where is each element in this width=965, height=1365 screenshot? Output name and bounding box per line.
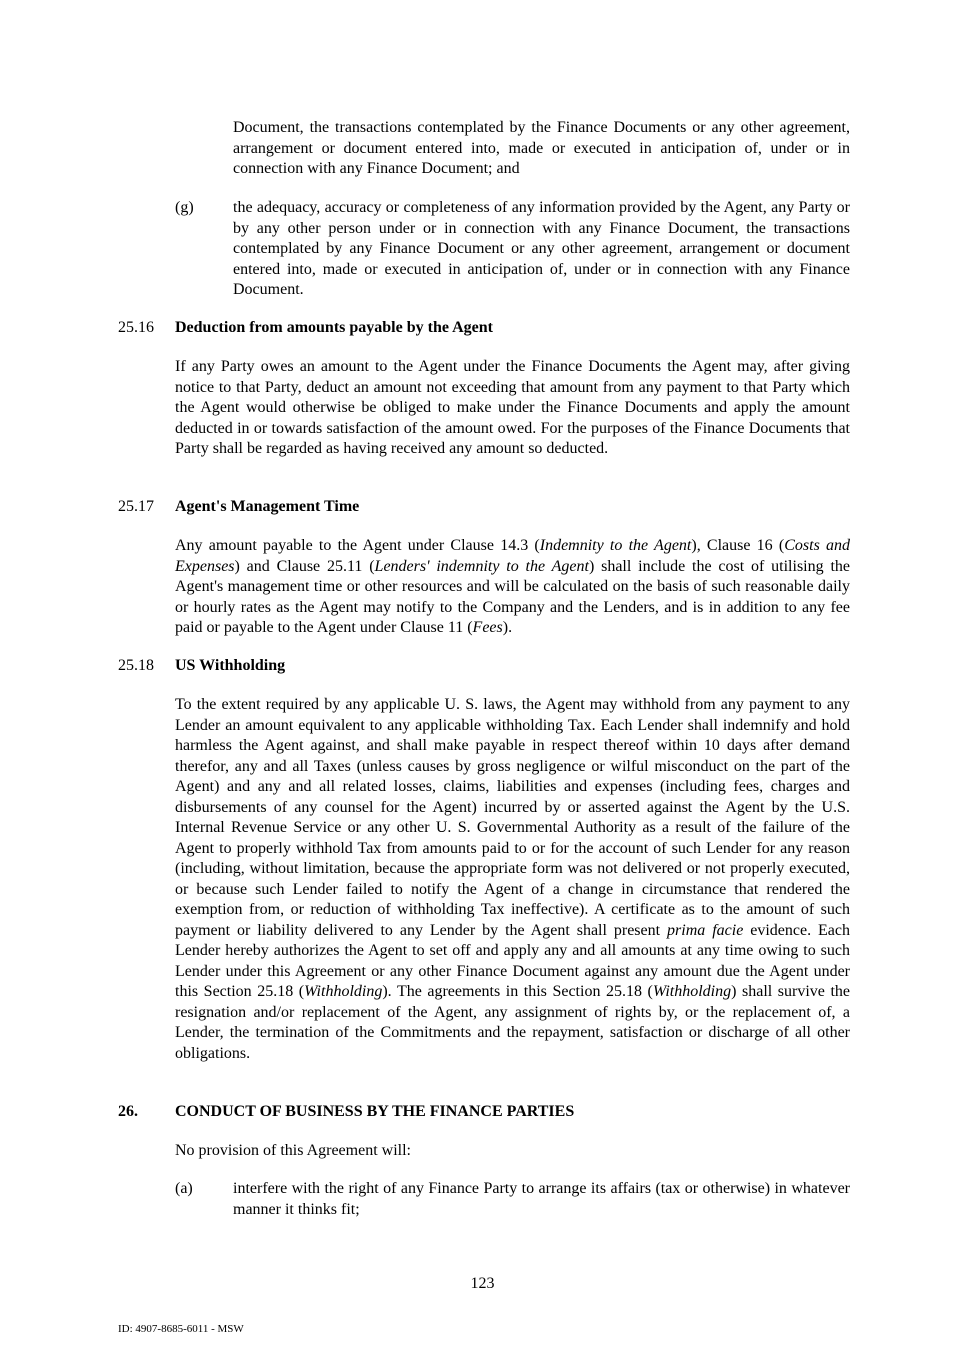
section-25-18-number: 25.18 xyxy=(118,657,154,674)
item-a-text: interfere with the right of any Finance Party to arrange its affairs (tax or otherwise) in whatever manner it thinks fit; xyxy=(233,1180,850,1218)
item-a-label: (a) xyxy=(175,1180,193,1197)
continuation-paragraph: Document, the transactions contemplated by the Finance Documents or any other agreement, arrangement or document entered into, made or executed in anticipation of, under or in connection with any Finance Document; and xyxy=(233,119,850,177)
document-id: ID: 4907-8685-6011 - MSW xyxy=(118,1323,244,1335)
section-25-18-title: US Withholding xyxy=(175,657,286,674)
section-25-16-title: Deduction from amounts payable by the Agent xyxy=(175,319,493,336)
page-number: 123 xyxy=(470,1275,495,1292)
section-26-number: 26. xyxy=(118,1103,138,1120)
section-25-18-text: To the extent required by any applicable U. S. laws, the Agent may withhold from any payment to any Lender an amount equivalent to any applicable withholding Tax. Each Lender shall indemnify and hold harmless the Agent against, and shall make payable in respect thereof within 10 days after demand therefor, any and all Taxes (unless causes by gross negligence or wilful misconduct on the part of the Agent) and any and all related losses, claims, liabilities and expenses (including fees, charges and disbursements of any counsel for the Agent) incurred by or asserted against the Agent by the U.S. Internal Revenue Service or any other U. S. Governmental Authority as a result of the failure of the Agent to properly withhold Tax from amounts paid to or for the account of such Lender for any reason (including, without limitation, because the appropriate form was not delivered or not properly executed, or because such Lender failed to notify the Agent of a change in circumstance that rendered the exemption from, or reduction of withholding Tax ineffective). A certificate as to the amount of such payment or liability delivered to any Lender by the Agent shall present prima facie evidence. Each Lender hereby authorizes the Agent to set off and apply any and all amounts at any time owing to such Lender under this Agreement or any other Finance Document against any amount due the Agent under this Section 25.18 (Withholding). The agreements in this Section 25.18 (Withholding) shall survive the resignation and/or replacement of the Agent, any assignment of rights by, or the replacement of, a Lender, the termination of the Commitments and the repayment, satisfaction or discharge of all other obligations. xyxy=(175,696,851,1062)
section-26-title: CONDUCT OF BUSINESS BY THE FINANCE PARTIES xyxy=(175,1103,575,1120)
section-25-16-number: 25.16 xyxy=(118,319,154,336)
section-25-17-title: Agent's Management Time xyxy=(175,498,360,515)
item-g-text: the adequacy, accuracy or completeness of any information provided by the Agent, any Party or by any other person under or in connection with any Finance Document, the transactions contemplated by any Finance Document or any other agreement, arrangement or document entered into, made or executed in anticipation of, under or in connection with any Finance Document. xyxy=(233,199,850,298)
item-g-label: (g) xyxy=(175,199,194,216)
section-25-16-text: If any Party owes an amount to the Agent under the Finance Documents the Agent may, after giving notice to that Party, deduct an amount not exceeding that amount from any payment to that Party which the Agent would otherwise be obliged to make under the Finance Documents and apply the amount deducted in or towards satisfaction of the amount owed. For the purposes of the Finance Documents that Party shall be regarded as having received any amount so deducted. xyxy=(175,358,850,457)
section-25-17-text: Any amount payable to the Agent under Clause 14.3 (Indemnity to the Agent), Clause 16 (Costs and Expenses) and Clause 25.11 (Lenders' indemnity to the Agent) shall include the cost of utilising the Agent's management time or other resources and will be calculated on the basis of such reasonable daily or hourly rates as the Agent may notify to the Company and the Lenders, and is in addition to any fee paid or payable to the Agent under Clause 11 (Fees). xyxy=(175,537,851,636)
section-26-intro: No provision of this Agreement will: xyxy=(175,1142,411,1159)
section-25-17-number: 25.17 xyxy=(118,498,154,515)
